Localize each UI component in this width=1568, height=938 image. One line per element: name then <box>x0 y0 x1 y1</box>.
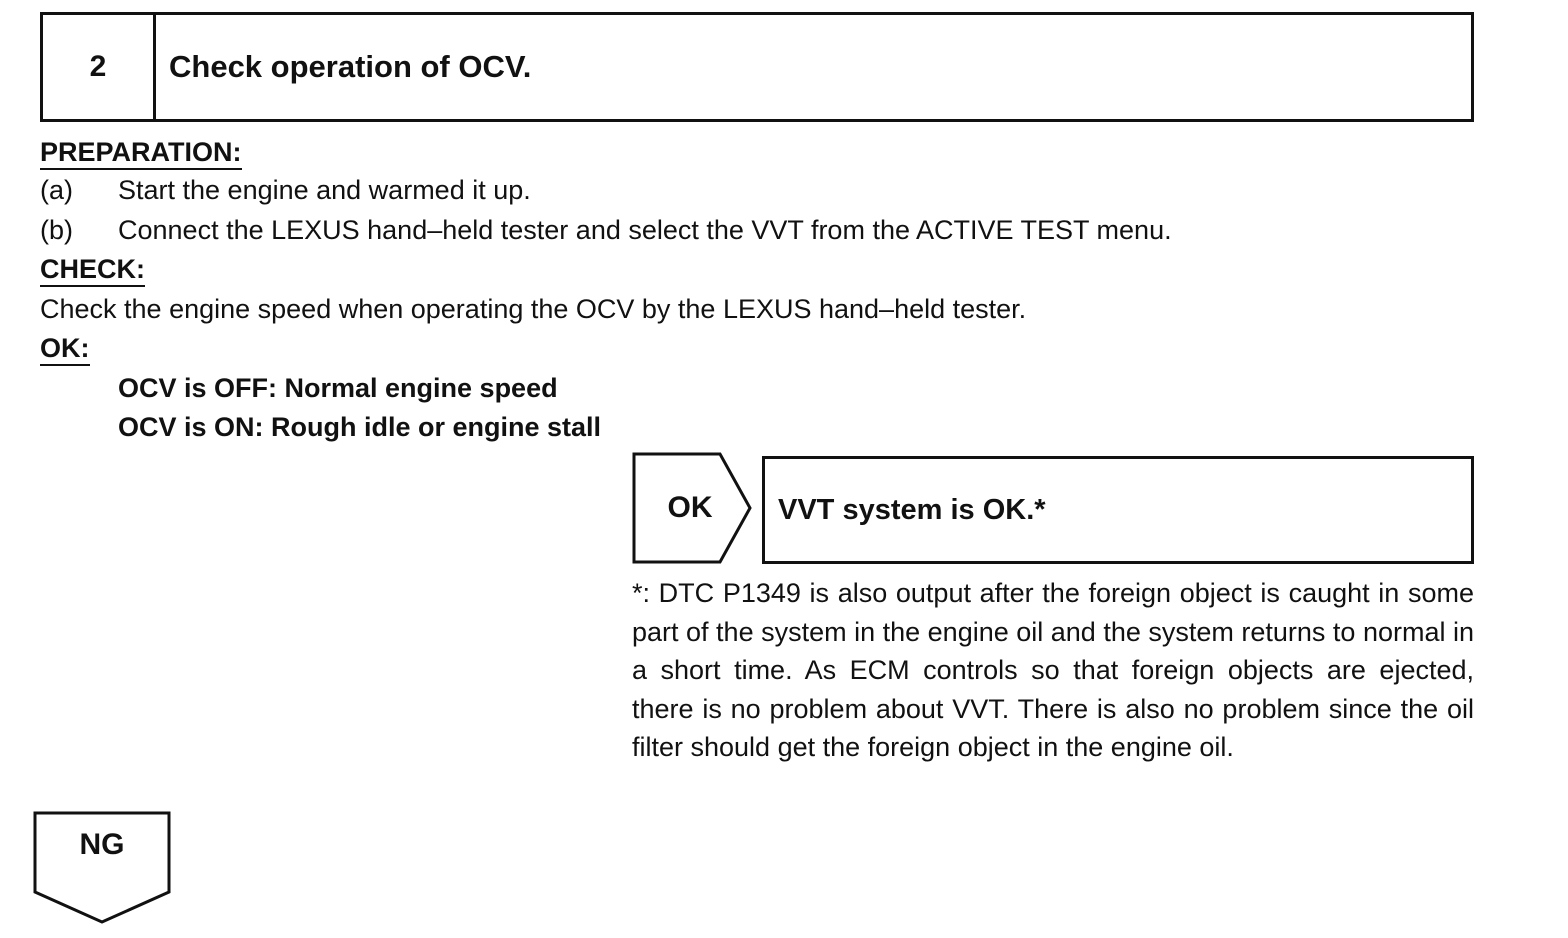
preparation-item-a <box>40 174 531 206</box>
ok-heading: OK: <box>40 333 90 366</box>
ok-result-text: VVT system is OK.* <box>778 493 1046 526</box>
item-label: (b) <box>40 215 73 245</box>
item-text: Connect the LEXUS hand–held tester and select the VVT from the ACTIVE TEST menu. <box>118 215 1172 245</box>
preparation-item-b <box>40 214 1172 246</box>
item-text: Start the engine and warmed it up. <box>118 175 531 205</box>
footnote: *: DTC P1349 is also output after the foreign object is caught in some part of the system in the engine oil and the system returns to normal in a short time. As ECM controls so that foreign objects are ejected, there is no problem about VVT. There is also no problem since the oil filter should get the foreign object in the engine oil. <box>632 578 1474 763</box>
check-text: Check the engine speed when operating the OCV by the LEXUS hand–held tester. <box>40 294 1027 324</box>
ok-label: OK <box>667 491 713 524</box>
check-section <box>40 253 145 285</box>
ng-label: NG <box>79 828 125 861</box>
ok-spec-line-off: OCV is OFF: Normal engine speed <box>118 373 558 403</box>
step-number: 2 <box>43 15 156 119</box>
preparation-section <box>40 136 242 168</box>
item-label: (a) <box>40 175 73 205</box>
ok-spec-line-on: OCV is ON: Rough idle or engine stall <box>118 412 602 442</box>
ok-spec-section <box>40 332 90 364</box>
check-heading: CHECK: <box>40 254 145 287</box>
step-title: Check operation of OCV. <box>169 49 532 84</box>
step-header <box>40 12 1474 122</box>
ok-result-box <box>762 456 1474 564</box>
preparation-heading: PREPARATION: <box>40 137 242 170</box>
